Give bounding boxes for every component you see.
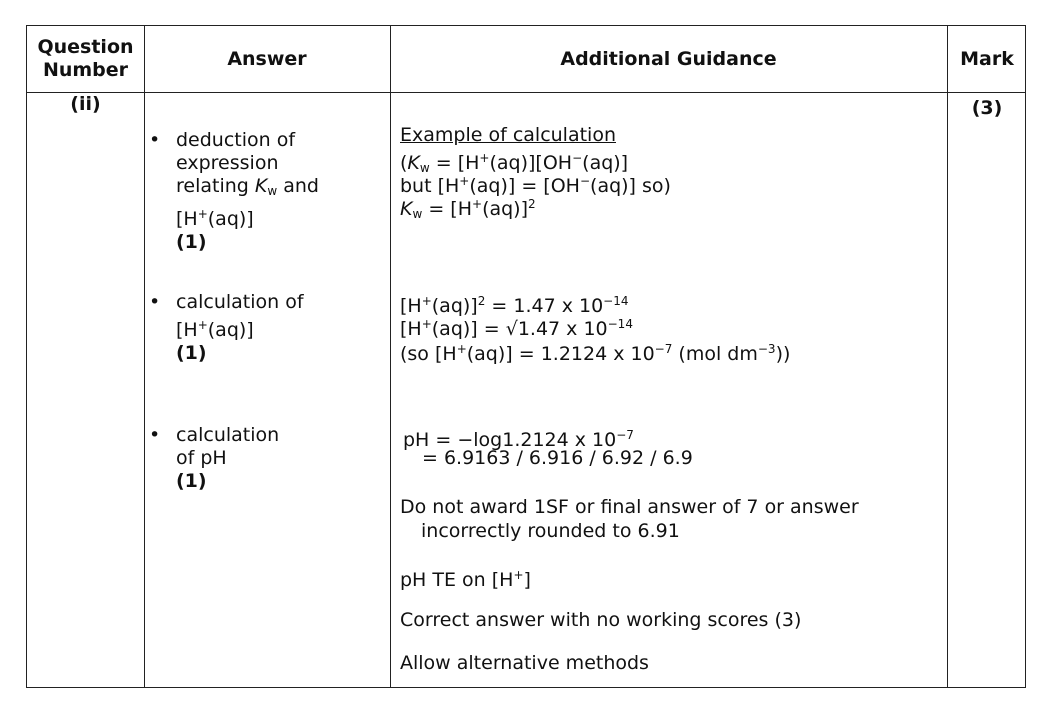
column-divider [144, 26, 145, 687]
header-additional-guidance: Additional Guidance [560, 47, 777, 70]
answer-line: relating $K_w$ and [176, 175, 319, 198]
guidance-line: $K_w = [H^+(aq)]^2$ [400, 197, 536, 221]
header-divider [27, 92, 1025, 93]
guidance-line: pH = −log1.2124 x $10^{-7}$ [403, 428, 634, 451]
header-answer: Answer [227, 47, 307, 70]
answer-line: expression [176, 152, 279, 174]
answer-mark: (1) [176, 231, 207, 253]
answer-line: calculation of [176, 291, 304, 313]
answer-line: [H+(aq)] [176, 318, 254, 341]
mark-scheme-table: Question Number Answer Additional Guidance Mark (ii) (3) • deduction of expression relating $K_w$ and [H+(aq)] (1) • calculation of [H+(aq)] (1) • calculation of pH (1) Example of calculation ($K_w = [H^+(aq)][OH^-(aq)]$ but [H+(aq)] = [OH−(aq)] so) $K_w = [H^+(aq)]^2$ $[H^+(aq)]^2 = 1.47$ x $10^{-14}$ [H+(aq)] = √1.47 x $10^{-14}$ (so [H+(aq)] = 1.2124 x $10^{-7}$ (mol $dm^{-3}$)) pH = −log1.2124 x $10^{-7}$ = 6.9163 / 6.916 / 6.92 / 6.9 Do not award 1SF or final answer of 7 or answer incorrectly rounded to 6.91 pH TE on [H+] Correct answer with no working scores (3) Allow alternative methods [26, 25, 1026, 688]
column-divider [947, 26, 948, 687]
answer-line: of pH [176, 447, 227, 469]
header-mark: Mark [960, 47, 1014, 70]
guidance-line: ($K_w = [H^+(aq)][OH^-(aq)]$ [400, 151, 629, 175]
question-number: (ii) [70, 93, 101, 115]
column-divider [390, 26, 391, 687]
guidance-note: pH TE on [H+] [400, 568, 531, 591]
guidance-note: Do not award 1SF or final answer of 7 or answer [400, 496, 859, 518]
guidance-note: incorrectly rounded to 6.91 [421, 520, 680, 542]
mark-total: (3) [971, 97, 1003, 119]
guidance-line: $[H^+(aq)]^2 = 1.47$ x $10^{-14}$ [400, 294, 629, 317]
guidance-line: [H+(aq)] = √1.47 x $10^{-14}$ [400, 317, 633, 340]
guidance-example-heading: Example of calculation [400, 124, 616, 146]
guidance-line: (so [H+(aq)] = 1.2124 x $10^{-7}$ (mol $dm^{-3}$)) [400, 342, 791, 365]
guidance-line: = 6.9163 / 6.916 / 6.92 / 6.9 [422, 447, 693, 469]
answer-line: [H+(aq)] [176, 207, 254, 230]
answer-line: deduction of [176, 129, 296, 151]
guidance-note: Correct answer with no working scores (3) [400, 609, 802, 631]
answer-line: calculation [176, 424, 280, 446]
guidance-line: but [H+(aq)] = [OH−(aq)] so) [400, 174, 671, 197]
header-question-number: Question Number [37, 36, 134, 81]
guidance-note: Allow alternative methods [400, 652, 649, 674]
answer-mark: (1) [176, 470, 207, 492]
answer-mark: (1) [176, 342, 207, 364]
